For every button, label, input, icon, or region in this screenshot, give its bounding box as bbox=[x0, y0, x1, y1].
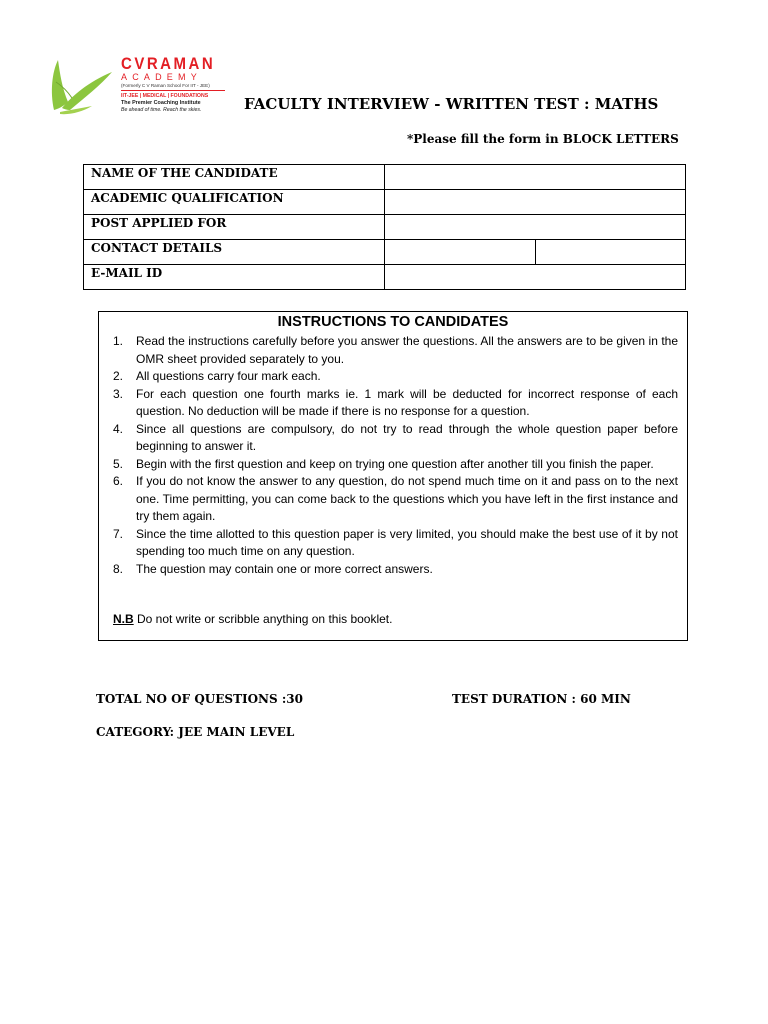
brand-block bbox=[121, 56, 225, 114]
list-item bbox=[113, 561, 678, 579]
total-questions: TOTAL NO OF QUESTIONS :30 bbox=[96, 692, 303, 706]
brand-premier: The Premier Coaching Institute bbox=[121, 100, 201, 106]
brand-former: (Formerly C V Raman School For IIT - JEE) bbox=[121, 83, 210, 88]
page-title: FACULTY INTERVIEW - WRITTEN TEST : MATHS bbox=[244, 95, 659, 113]
item-number: 2. bbox=[113, 369, 124, 383]
list-item bbox=[113, 456, 678, 474]
form-label: ACADEMIC QUALIFICATION bbox=[84, 190, 385, 215]
item-text: Since the time allotted to this question paper is very limited, you should make the best use of it by not spending too much time on any question. bbox=[136, 526, 678, 558]
academy-logo bbox=[48, 52, 238, 122]
item-text: If you do not know the answer to any question, do not spend much time on it and pass on to the next one. Time permitting, you can come back to the questions which you have left in the first instance and try them again. bbox=[136, 474, 678, 523]
list-item bbox=[113, 386, 678, 421]
contact-field-1[interactable] bbox=[385, 240, 536, 265]
form-label: NAME OF THE CANDIDATE bbox=[84, 165, 385, 190]
item-number: 5. bbox=[113, 456, 124, 471]
form-label: CONTACT DETAILS bbox=[84, 240, 385, 265]
nb-note bbox=[113, 612, 392, 626]
form-label: E-MAIL ID bbox=[84, 265, 385, 290]
form-label: POST APPLIED FOR bbox=[84, 215, 385, 240]
nb-label: N.B bbox=[113, 612, 134, 626]
form-row bbox=[84, 240, 686, 265]
item-number: 4. bbox=[113, 421, 124, 436]
item-text: For each question one fourth marks ie. 1 mark will be deducted for incorrect response of each question. No deduction will be made if there is no response for a question. bbox=[136, 386, 678, 418]
post-field[interactable] bbox=[385, 215, 686, 240]
form-row bbox=[84, 190, 686, 215]
list-item bbox=[113, 526, 678, 561]
test-category: CATEGORY: JEE MAIN LEVEL bbox=[96, 725, 295, 739]
test-duration: TEST DURATION : 60 MIN bbox=[452, 692, 631, 706]
form-row bbox=[84, 265, 686, 290]
contact-field-2[interactable] bbox=[535, 240, 686, 265]
item-number: 6. bbox=[113, 474, 124, 488]
item-text: Since all questions are compulsory, do not try to read through the whole question paper before beginning to answer it. bbox=[136, 421, 678, 453]
form-row bbox=[84, 215, 686, 240]
instructions-heading: INSTRUCTIONS TO CANDIDATES bbox=[277, 314, 509, 330]
item-number: 7. bbox=[113, 526, 124, 541]
item-text: Read the instructions carefully before you answer the questions. All the answers are to be given in the OMR sheet provided separately to you. bbox=[136, 334, 678, 366]
qualification-field[interactable] bbox=[385, 190, 686, 215]
nb-text: Do not write or scribble anything on this booklet. bbox=[133, 612, 393, 626]
brand-sub: ACADEMY bbox=[121, 72, 202, 82]
item-text: Begin with the first question and keep on trying one question after another till you finish the paper. bbox=[136, 456, 654, 471]
brand-divider bbox=[121, 90, 225, 91]
item-number: 8. bbox=[113, 561, 124, 576]
leaf-logo-icon bbox=[48, 52, 120, 118]
name-field[interactable] bbox=[385, 165, 686, 190]
brand-name: CVRAMAN bbox=[121, 54, 216, 74]
brand-tags: IIT-JEE | MEDICAL | FOUNDATIONS bbox=[121, 93, 209, 99]
list-item bbox=[113, 368, 678, 386]
list-item bbox=[113, 333, 678, 368]
item-number: 3. bbox=[113, 386, 124, 401]
list-item bbox=[113, 473, 678, 526]
item-number: 1. bbox=[113, 334, 124, 348]
form-row bbox=[84, 165, 686, 190]
candidate-form bbox=[83, 164, 686, 290]
list-item bbox=[113, 421, 678, 456]
item-text: All questions carry four mark each. bbox=[136, 369, 321, 383]
block-letters-note: *Please fill the form in BLOCK LETTERS bbox=[407, 132, 679, 146]
item-text: The question may contain one or more correct answers. bbox=[136, 561, 433, 576]
instructions-box bbox=[98, 311, 688, 641]
email-field[interactable] bbox=[385, 265, 686, 290]
instructions-list bbox=[113, 333, 678, 578]
brand-motto: Be ahead of time. Reach the skies. bbox=[121, 107, 202, 113]
